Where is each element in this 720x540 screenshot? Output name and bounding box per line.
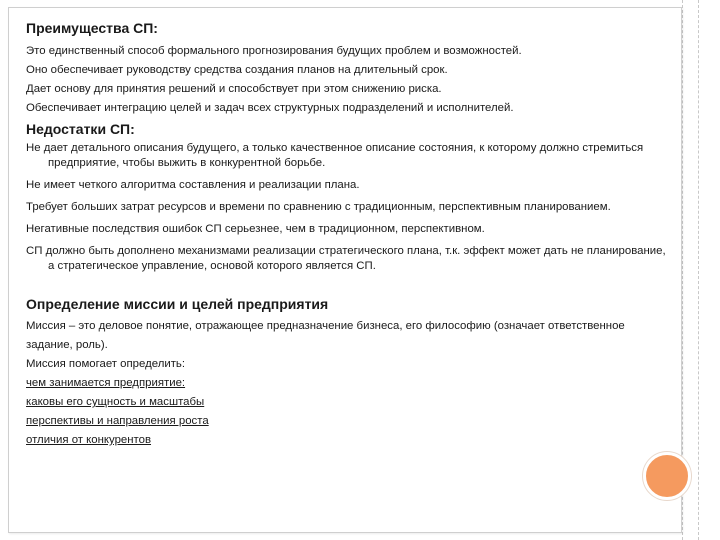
mission-body xyxy=(26,317,666,450)
advantage-item: Обеспечивает интеграцию целей и задач всех структурных подразделений и исполнителей. xyxy=(26,102,514,114)
disadvantages-list xyxy=(26,141,666,274)
advantages-list xyxy=(26,44,666,116)
mission-list-item: каковы его сущность и масштабы xyxy=(26,396,205,408)
disadvantage-item: Не имеет четкого алгоритма составления и реализации плана. xyxy=(26,179,360,191)
decorative-orange-circle xyxy=(643,452,691,500)
slide-content xyxy=(26,20,666,450)
decorative-dashed-line-2 xyxy=(698,0,699,540)
advantage-item: Оно обеспечивает руководству средства создания планов на длительный срок. xyxy=(26,64,448,76)
advantages-heading: Преимущества СП: xyxy=(26,20,158,36)
mission-list-item: отличия от конкурентов xyxy=(26,434,152,446)
mission-list-item: чем занимается предприятие: xyxy=(26,377,186,389)
disadvantage-item: СП должно быть дополнено механизмами реализации стратегического плана, т.к. эффект может дать не планирование, а стратегическое управление, основой которого является СП. xyxy=(26,245,666,272)
disadvantages-heading: Недостатки СП: xyxy=(26,121,135,137)
disadvantage-item: Не дает детального описания будущего, а только качественное описание состояния, к которому должно стремиться предприятие, чтобы выжить в конкурентной борьбе. xyxy=(26,142,644,169)
advantage-item: Это единственный способ формального прогнозирования будущих проблем и возможностей. xyxy=(26,45,522,57)
advantage-item: Дает основу для принятия решений и способствует при этом снижению риска. xyxy=(26,83,442,95)
disadvantage-item: Негативные последствия ошибок СП серьезнее, чем в традиционном, перспективном. xyxy=(26,223,485,235)
mission-helps-text: Миссия помогает определить: xyxy=(26,358,186,370)
mission-definition: Миссия – это деловое понятие, отражающее предназначение бизнеса, его философию (означает ответственное задание, роль). xyxy=(26,320,625,351)
disadvantage-item: Требует больших затрат ресурсов и времени по сравнению с традиционным, перспективным планированием. xyxy=(26,201,611,213)
mission-heading: Определение миссии и целей предприятия xyxy=(26,296,329,312)
mission-list-item: перспективы и направления роста xyxy=(26,415,209,427)
